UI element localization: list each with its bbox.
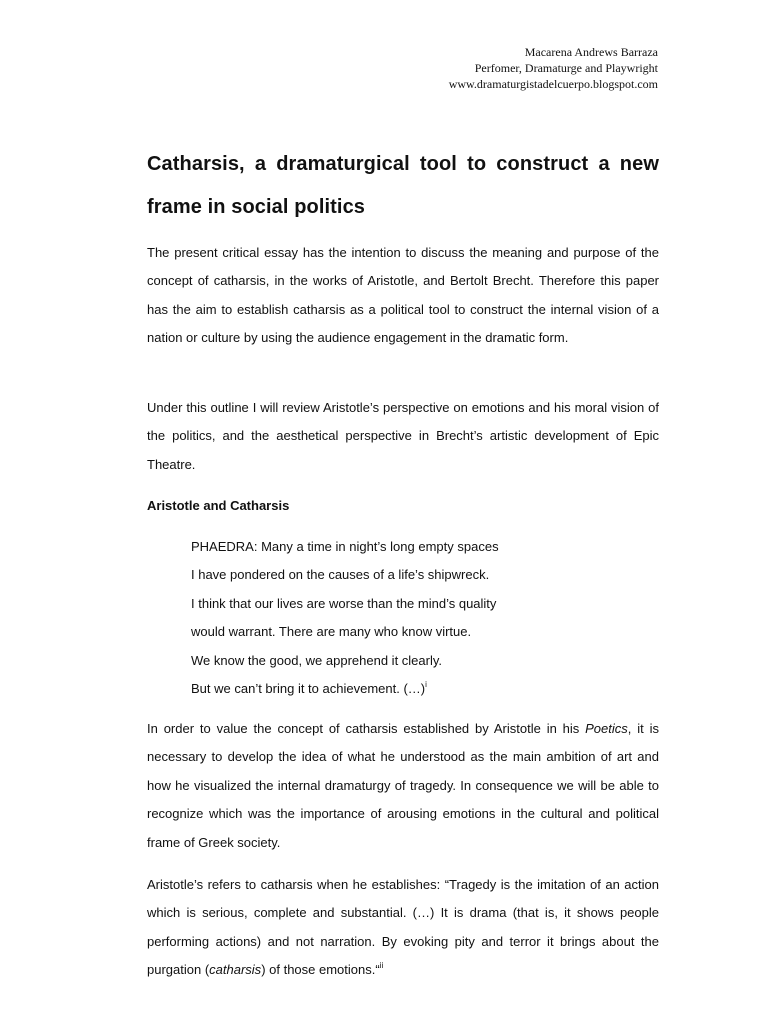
poem-line: We know the good, we apprehend it clearly. [191, 652, 442, 668]
footnote-marker: i [425, 680, 427, 690]
p3-text-cont: , it is necessary to develop the idea of what he understood as the main ambition of art and how he visualized the internal dramaturgy of tragedy. In consequence we will be able to recognize which was the importance of arousing emotions in the cultural and political frame of Greek society. [147, 721, 659, 850]
p4-text-cont: ) of those emotions.“ [261, 962, 380, 978]
author-name: Macarena Andrews Barraza [524, 45, 658, 59]
poem-line: PHAEDRA: Many a time in night’s long empty spaces [191, 539, 499, 554]
poem-line-last [191, 675, 499, 703]
poem-line: I have pondered on the causes of a life’s shipwreck. [191, 567, 490, 583]
poem-line: I think that our lives are worse than the mind’s quality [191, 595, 497, 611]
poem-line-text: But we can’t bring it to achievement. (…) [191, 681, 426, 697]
outline-paragraph: Under this outline I will review Aristotle’s perspective on emotions and his moral vision of the politics, and the aesthetical perspective in Brecht’s artistic development of Epic Theatre. [147, 400, 659, 472]
author-website: www.dramaturgistadelcuerpo.blogspot.com [448, 77, 658, 91]
p4-italic: catharsis [209, 962, 262, 978]
intro-paragraph: The present critical essay has the intention to discuss the meaning and purpose of the concept of catharsis, in the works of Aristotle, and Bertolt Brecht. Therefore this paper has the aim to establish catharsis as a political tool to construct the internal vision of a nation or culture by using the audience engagement in the dramatic form. [147, 245, 659, 346]
p3-text: In order to value the concept of catharsis established by Aristotle in his [147, 721, 586, 736]
p3-italic: Poetics [585, 721, 628, 736]
poem-line: would warrant. There are many who know virtue. [191, 624, 472, 640]
author-header [449, 44, 658, 92]
catharsis-definition-paragraph [147, 871, 659, 985]
essay-title: Catharsis, a dramaturgical tool to construct a new frame in social politics [147, 153, 659, 218]
section-heading: Aristotle and Catharsis [147, 498, 290, 513]
poem-quote [191, 533, 499, 703]
author-role: Perfomer, Dramaturge and Playwright [474, 61, 658, 75]
p4-text: Aristotle’s refers to catharsis when he establishes: “Tragedy is the imitation of an action which is serious, complete and substantial. (…) It is drama (that is, it shows people performing actions) and not narration. By evoking pity and terror it brings about the purgation ( [147, 877, 659, 978]
footnote-marker: ii [379, 961, 384, 971]
poetics-paragraph [147, 715, 659, 857]
